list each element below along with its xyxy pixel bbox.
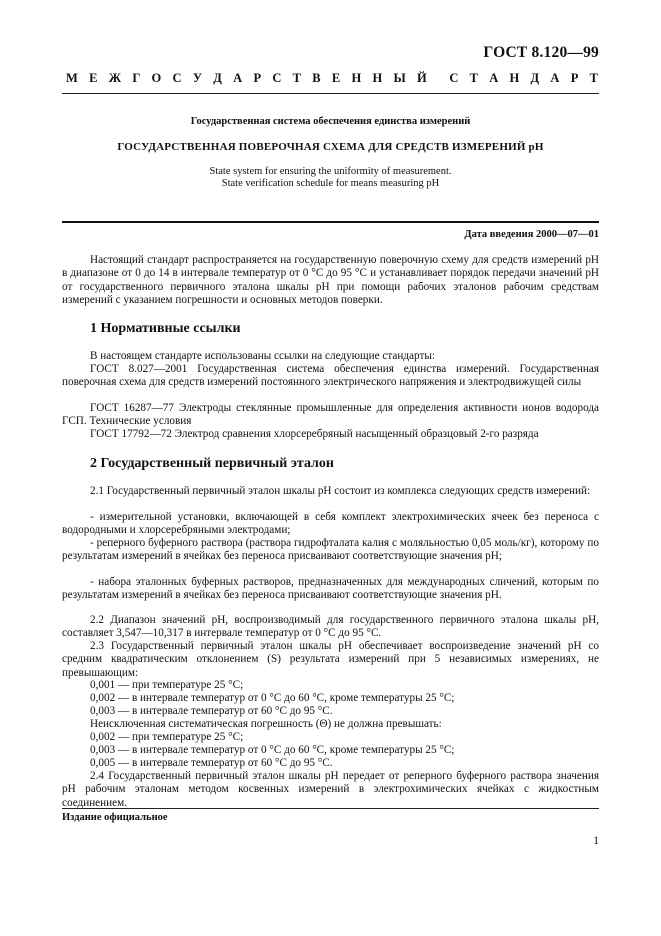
systematic-error-0-60c: 0,003 — в интервале температур от 0 °С до 60 °С, кроме температуры 25 °С; [90, 744, 455, 756]
banner-letter: Р [253, 71, 262, 85]
banner-letter: Т [292, 71, 302, 85]
banner-letter: Н [372, 71, 383, 85]
header-rule [62, 93, 599, 94]
clause-2-2: 2.2 Диапазон значений pH, воспроизводимый для государственного первичного эталона шкалы pH, составляет 3,547—10,317 в интервале температур от 0 °С до 95 °С. [62, 614, 599, 640]
page-number: 1 [593, 835, 599, 847]
banner-letter: О [151, 71, 162, 85]
systematic-error-60-95c: 0,005 — в интервале температур от 60 °С до 95 °С. [90, 757, 333, 769]
banner-letter: Д [213, 71, 222, 85]
banner-letter: А [233, 71, 243, 85]
reference-gost-16287: ГОСТ 16287—77 Электроды стеклянные промышленные для определения активности ионов водорода ГСП. Технические условия [62, 402, 599, 428]
banner-letter: Е [331, 71, 341, 85]
footer-rule [62, 808, 599, 809]
bullet-measuring-installation: - измерительной установки, включающей в себя комплект электрохимических ячеек без переноса с водородными и хлорсеребряными электродами; [62, 511, 599, 537]
english-title-line-2: State verification schedule for means measuring pH [221, 178, 440, 189]
bullet-buffer-set: - набора эталонных буферных растворов, предназначенных для международных сличений, которым по результатам измерений в ячейках без переноса присваивают соответствующие значения pH. [62, 576, 599, 602]
official-edition-label: Издание официальное [62, 812, 168, 823]
reference-gost-8-027: ГОСТ 8.027—2001 Государственная система обеспечения единства измерений. Государственная поверочная схема для средств измерений постоянного электрического напряжения и электродвижущей силы [62, 363, 599, 389]
banner-letter: Т [469, 71, 478, 85]
banner-letter: С [272, 71, 282, 85]
section-1-heading: 1 Нормативные ссылки [90, 321, 241, 336]
banner-letter: Н [509, 71, 520, 85]
banner-letter: А [550, 71, 560, 85]
english-title [62, 166, 599, 190]
references-lead: В настоящем стандарте использованы ссылки на следующие стандарты: [90, 350, 435, 362]
clause-2-1: 2.1 Государственный первичный эталон шкалы pH состоит из комплекса следующих средств измерений: [90, 485, 591, 497]
banner-letter: С [172, 71, 182, 85]
interstate-standard-banner [66, 71, 598, 86]
std-deviation-60-95c: 0,003 — в интервале температур от 60 °С до 95 °С. [90, 705, 333, 717]
std-deviation-25c: 0,001 — при температуре 25 °С; [90, 679, 244, 691]
banner-letter: Т [589, 71, 598, 85]
std-deviation-0-60c: 0,002 — в интервале температур от 0 °С до 60 °С, кроме температуры 25 °С; [90, 692, 455, 704]
systematic-error-25c: 0,002 — при температуре 25 °С; [90, 731, 244, 743]
banner-letter: Й [417, 71, 427, 85]
main-title: ГОСУДАРСТВЕННАЯ ПОВЕРОЧНАЯ СХЕМА ДЛЯ СРЕДСТВ ИЗМЕРЕНИЙ pH [117, 141, 544, 153]
clause-2-4: 2.4 Государственный первичный эталон шкалы pH передает от реперного буферного раствора значения pH рабочим эталонам методом косвенных измерений в электрохимических ячейках с жидкостным соединением. [62, 770, 599, 809]
banner-letter: В [312, 71, 321, 85]
reference-gost-17792: ГОСТ 17792—72 Электрод сравнения хлорсеребряный насыщенный образцовый 2-го разряда [90, 428, 539, 440]
systematic-error-lead: Неисключенная систематическая погрешность (Θ) не должна превышать: [90, 718, 442, 730]
banner-letter: Р [570, 71, 579, 85]
bullet-reference-buffer: - реперного буферного раствора (раствора гидрофталата калия с моляльностью 0,05 моль/кг), которому по результатам измерений в ячейках без переноса присваивают соответствующие значения pH; [62, 537, 599, 563]
intro-paragraph: Настоящий стандарт распространяется на государственную поверочную схему для средств измерений pH в диапазоне от 0 до 14 в интервале температур от 0 °С до 95 °С и устанавливает порядок передачи значений pH от государственного первичного эталона шкалы pH при помощи рабочих эталонов рабочим средствам измерений с указанием погрешности и основных методов поверки. [62, 254, 599, 306]
banner-letter: А [489, 71, 499, 85]
gost-number: ГОСТ 8.120—99 [483, 44, 599, 61]
banner-letter: Е [89, 71, 98, 85]
banner-letter: Ж [108, 71, 122, 85]
intro-date: Дата введения 2000—07—01 [464, 229, 599, 240]
banner-letter: Д [530, 71, 540, 85]
banner-letter: Г [132, 71, 141, 85]
banner-letter: Ы [393, 71, 406, 85]
banner-letter: У [192, 71, 203, 85]
banner-letter: М [66, 71, 78, 85]
banner-letter: Н [351, 71, 362, 85]
system-title: Государственная система обеспечения единства измерений [190, 116, 471, 127]
clause-2-3: 2.3 Государственный первичный эталон шкалы pH обеспечивает воспроизведение значений pH со средним квадратическим отклонением (S) результата измерений при 5 независимых измерениях, не превышающим: [62, 640, 599, 679]
banner-letter: С [449, 71, 459, 85]
section-2-heading: 2 Государственный первичный эталон [90, 456, 334, 471]
english-title-line-1: State system for ensuring the uniformity of measurement. [209, 166, 452, 177]
title-rule [62, 221, 599, 223]
